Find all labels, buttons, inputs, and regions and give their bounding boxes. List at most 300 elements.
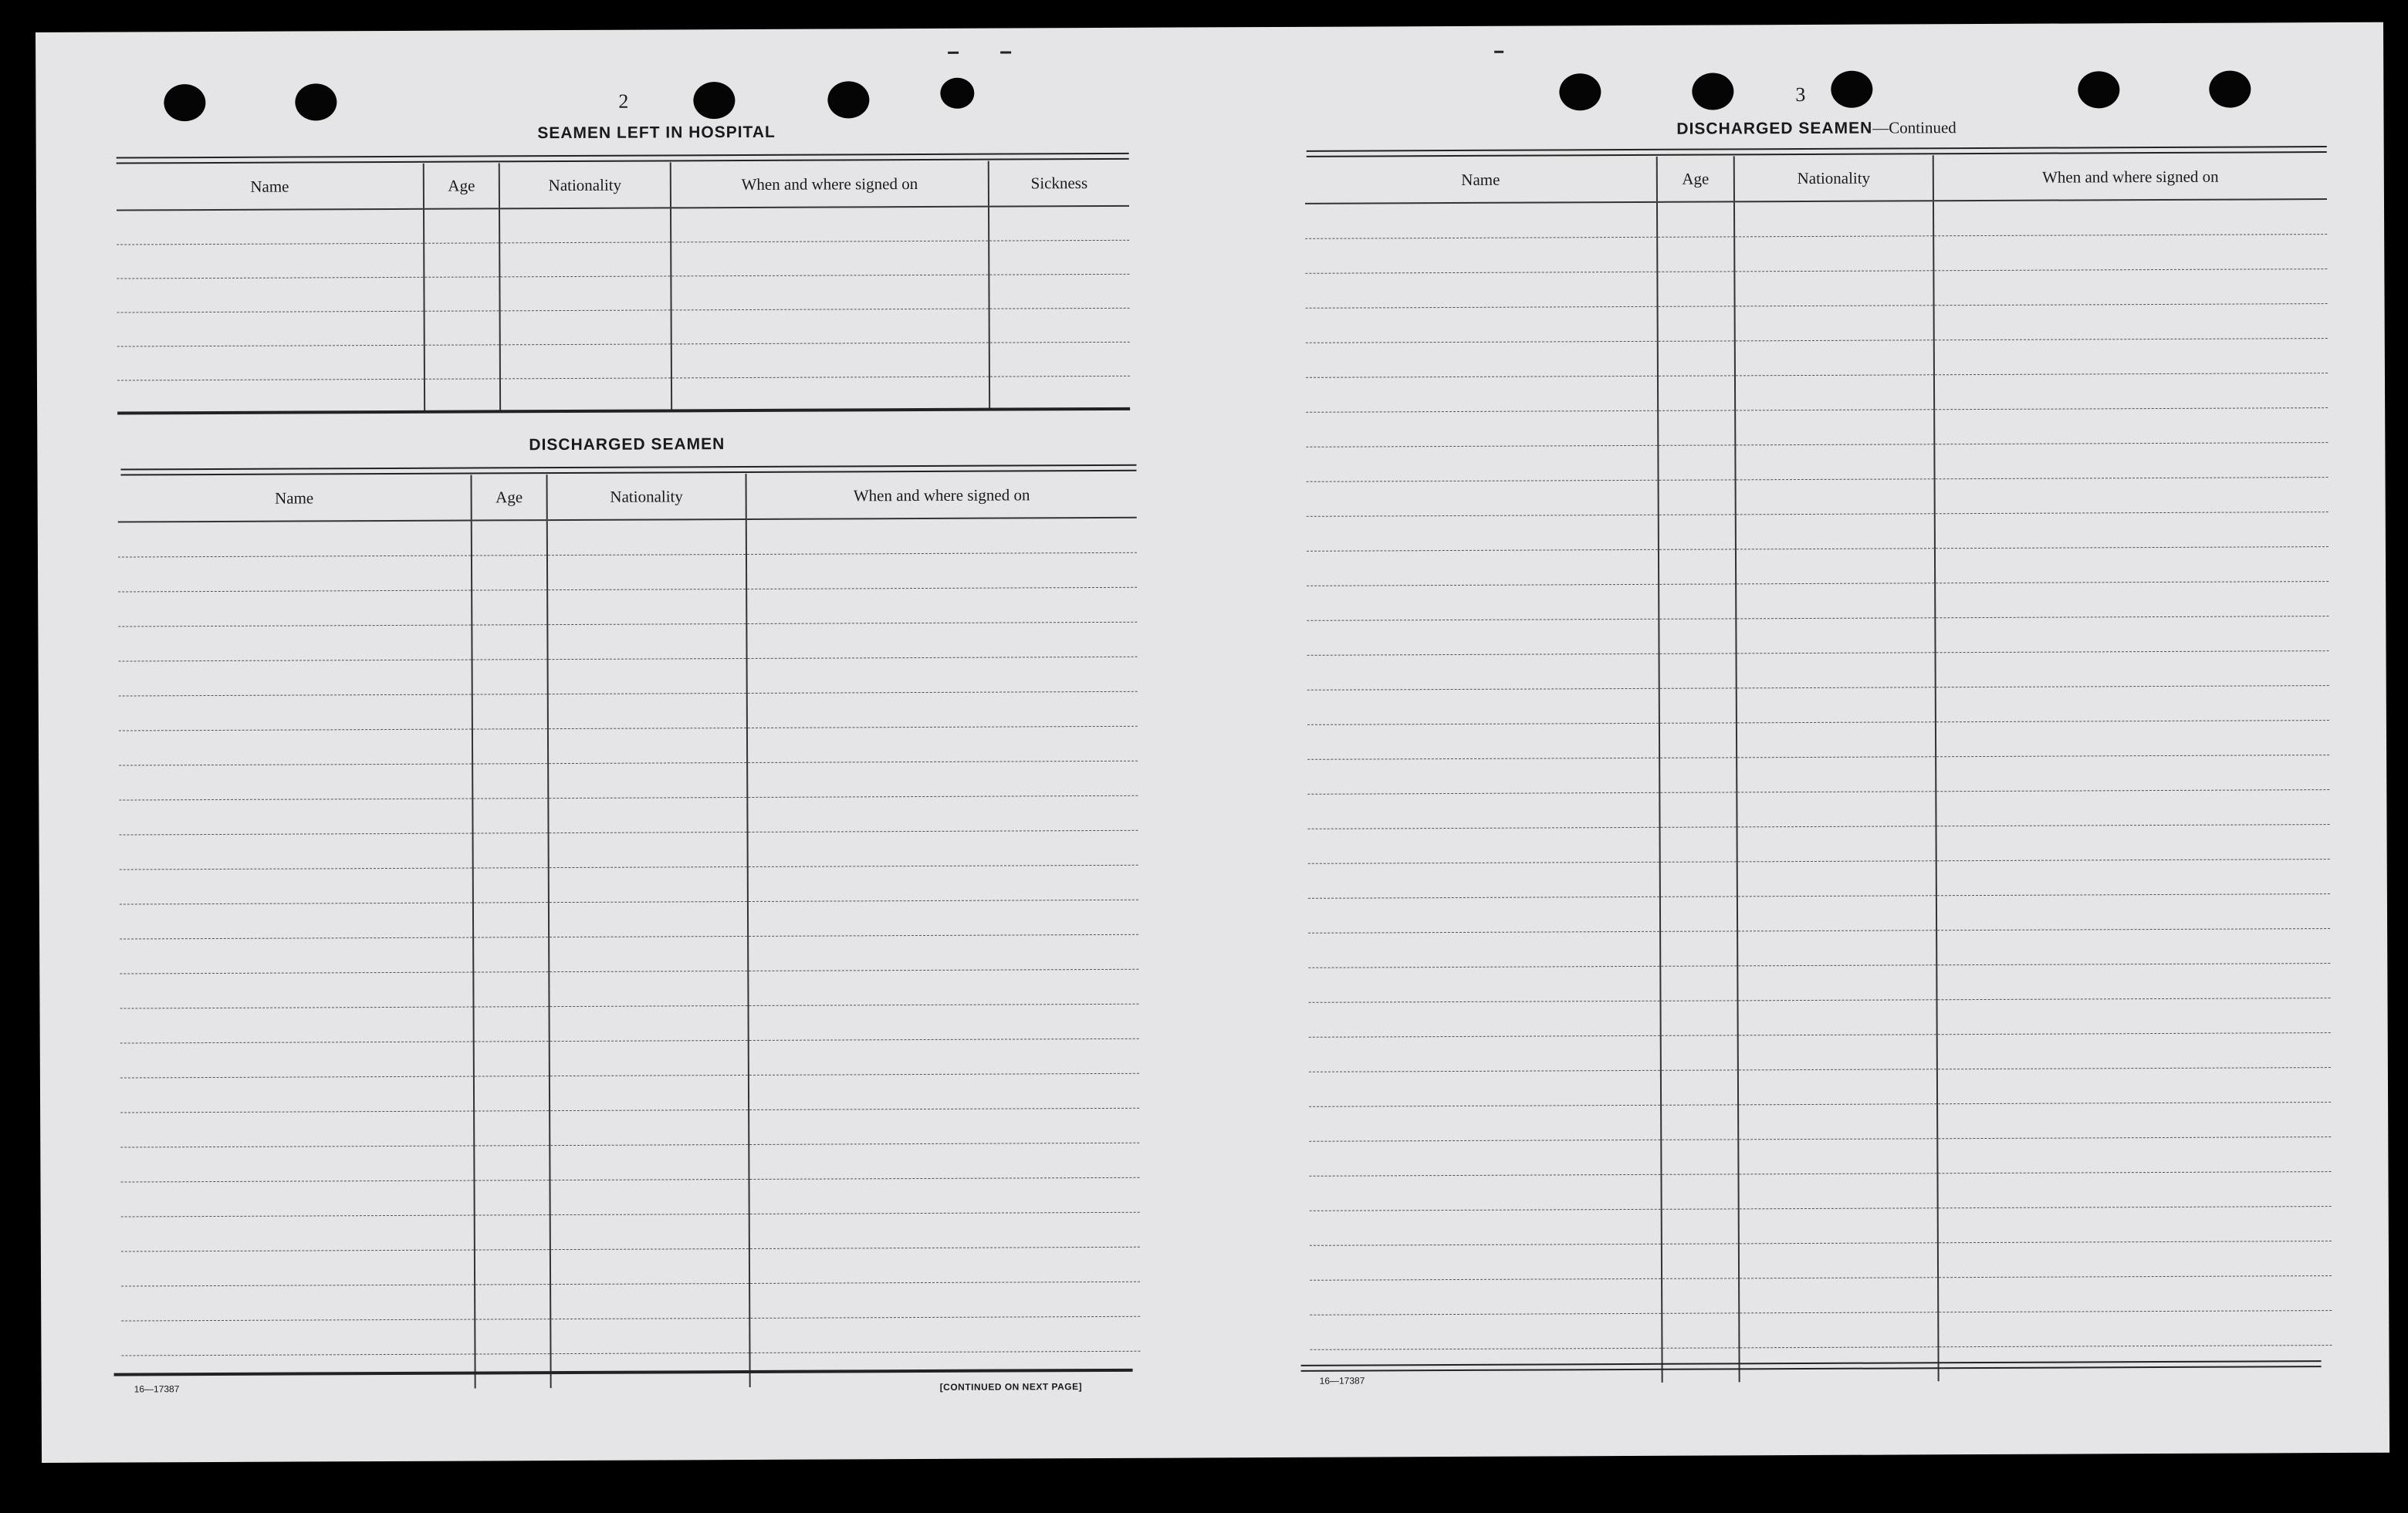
blank-cell (748, 865, 1138, 901)
blank-cell (424, 379, 500, 413)
table-row (1308, 894, 2330, 934)
blank-cell (1659, 619, 1736, 653)
blank-cell (548, 693, 747, 728)
table-row (119, 726, 1138, 765)
blank-cell (1938, 1311, 2332, 1347)
col-header-name: Name (1305, 157, 1657, 204)
blank-cell (1306, 341, 1658, 377)
blank-cell (1737, 792, 1936, 827)
blank-cell (748, 900, 1138, 936)
blank-cell (1309, 1070, 1661, 1106)
continued-note: [CONTINUED ON NEXT PAGE] (939, 1381, 1083, 1393)
blank-cell (1737, 757, 1936, 792)
blank-cell (1935, 616, 2329, 653)
blank-cell (1937, 1137, 2331, 1174)
table-row (1307, 755, 2329, 795)
blank-cell (499, 242, 671, 277)
table-row (1309, 1033, 2331, 1072)
blank-cell (1307, 723, 1659, 759)
blank-cell (550, 1248, 749, 1284)
blank-cell (424, 243, 499, 277)
punch-hole (1831, 71, 1872, 108)
table-row (1307, 616, 2329, 656)
blank-cell (1309, 1105, 1661, 1141)
table-row (1305, 269, 2327, 309)
blank-cell (1937, 1172, 2331, 1208)
blank-cell (1659, 688, 1737, 723)
blank-cell (119, 729, 472, 765)
blank-cell (1739, 1208, 1938, 1244)
blank-cell (1739, 1312, 1938, 1348)
blank-cell (474, 1007, 550, 1042)
table-row (1306, 339, 2328, 378)
blank-cell (1934, 373, 2328, 410)
table-row (1309, 1068, 2331, 1107)
form-number-right: 16—17387 (1319, 1375, 1365, 1386)
table-row (1307, 547, 2329, 586)
blank-cell (500, 310, 671, 345)
blank-cell (1735, 444, 1934, 480)
blank-cell (1935, 582, 2329, 618)
blank-cell (121, 1250, 475, 1286)
table-row (1308, 929, 2330, 968)
blank-cell (1934, 304, 2328, 340)
blank-cell (747, 726, 1138, 762)
blank-cell (1307, 758, 1659, 794)
blank-cell (1658, 341, 1735, 376)
blank-cell (1307, 480, 1659, 516)
hospital-table (117, 160, 1130, 414)
blank-cell (1737, 930, 1936, 966)
col-header-age: Age (1657, 156, 1734, 201)
blank-cell (747, 761, 1138, 797)
blank-cell (118, 521, 472, 557)
blank-cell (475, 1215, 550, 1250)
blank-cell (121, 1285, 475, 1321)
blank-cell (1658, 445, 1735, 480)
blank-cell (1308, 862, 1660, 898)
blank-cell (1936, 964, 2330, 1000)
blank-cell (118, 590, 472, 626)
table-row (121, 1247, 1140, 1286)
blank-cell (749, 1004, 1139, 1040)
table-row (117, 206, 1129, 245)
blank-cell (120, 1076, 474, 1113)
blank-cell (1306, 410, 1658, 447)
blank-cell (1306, 445, 1658, 481)
blank-cell (500, 344, 671, 379)
blank-cell (1660, 897, 1737, 931)
blank-cell (1307, 549, 1659, 586)
blank-cell (1736, 549, 1935, 584)
table-row (1307, 790, 2329, 829)
blank-cell (1661, 1070, 1738, 1105)
table-row (1310, 1311, 2332, 1350)
blank-cell (1662, 1244, 1739, 1278)
blank-cell (550, 1005, 749, 1041)
blank-cell (117, 277, 424, 312)
blank-cell (473, 868, 549, 903)
form-number-left: 16—17387 (134, 1383, 180, 1395)
blank-cell (1307, 653, 1659, 690)
blank-cell (1662, 1278, 1739, 1313)
blank-cell (1305, 202, 1657, 238)
col-header-signed-on: When and where signed on (671, 161, 989, 208)
table-row (1310, 1276, 2332, 1315)
blank-cell (550, 1109, 749, 1145)
blank-cell (120, 1007, 474, 1043)
blank-cell (1936, 998, 2330, 1035)
scan-mark (1000, 51, 1011, 53)
blank-cell (474, 1146, 550, 1180)
blank-cell (550, 1179, 749, 1214)
punch-hole (2209, 70, 2251, 107)
blank-cell (989, 240, 1129, 275)
blank-cell (1659, 515, 1736, 549)
table-row (120, 1004, 1139, 1043)
page-number-right: 3 (1795, 83, 1806, 106)
blank-cell (749, 1177, 1139, 1214)
blank-cell (473, 972, 549, 1007)
table-row (1305, 199, 2327, 238)
table-row (1309, 1103, 2331, 1142)
blank-cell (748, 969, 1138, 1005)
blank-cell (1309, 1174, 1661, 1211)
blank-cell (121, 1180, 475, 1217)
blank-cell (747, 657, 1138, 693)
blank-cell (120, 1146, 474, 1182)
punch-hole (1692, 73, 1733, 110)
discharged-table-left (118, 472, 1141, 1390)
blank-cell (1934, 408, 2328, 444)
blank-cell (749, 1143, 1139, 1179)
blank-cell (749, 1282, 1140, 1318)
blank-cell (1935, 478, 2329, 514)
continued-suffix: —Continued (1872, 118, 1956, 137)
blank-cell (1738, 1104, 1937, 1140)
blank-cell (1735, 340, 1934, 376)
blank-cell (1739, 1278, 1938, 1313)
blank-cell (989, 308, 1130, 343)
blank-cell (1661, 1105, 1738, 1140)
table-row (118, 552, 1137, 592)
blank-cell (424, 208, 499, 243)
blank-cell (1307, 515, 1659, 551)
table-row (1308, 964, 2330, 1003)
blank-cell (746, 622, 1137, 658)
blank-cell (550, 1318, 749, 1353)
table-row (119, 761, 1138, 800)
table-row (117, 240, 1129, 279)
blank-cell (474, 1180, 550, 1215)
blank-cell (1737, 653, 1936, 688)
table-row (1308, 825, 2330, 864)
blank-cell (1737, 896, 1936, 931)
blank-cell (120, 972, 473, 1008)
table-row (121, 1177, 1140, 1217)
blank-cell (1735, 306, 1934, 341)
blank-cell (1660, 931, 1737, 966)
blank-cell (1307, 584, 1659, 620)
blank-cell (472, 625, 547, 660)
blank-cell (749, 1247, 1140, 1283)
blank-cell (1738, 1139, 1937, 1174)
table-row (117, 308, 1130, 346)
discharged-title-right: DISCHARGED SEAMEN (1676, 119, 1873, 138)
blank-cell (1305, 237, 1657, 273)
blank-cell (1737, 1000, 1936, 1035)
table-row (120, 830, 1138, 870)
blank-cell (1734, 271, 1933, 306)
table-row (1306, 408, 2328, 447)
blank-cell (1660, 827, 1737, 862)
blank-cell (1659, 584, 1736, 619)
blank-cell (1937, 1068, 2331, 1104)
table-row (120, 900, 1138, 939)
blank-cell (1310, 1244, 1662, 1280)
blank-cell (475, 1285, 550, 1319)
blank-cell (472, 799, 548, 833)
blank-cell (1737, 861, 1936, 897)
blank-cell (1734, 201, 1933, 237)
table-row (1309, 1137, 2331, 1177)
discharged-section-title-right (1307, 117, 2327, 140)
blank-cell (989, 342, 1130, 377)
blank-cell (1310, 1209, 1662, 1245)
table-row (117, 342, 1130, 380)
blank-cell (1657, 272, 1734, 306)
blank-cell (746, 552, 1137, 589)
blank-cell (1308, 897, 1660, 933)
blank-cell (117, 243, 424, 279)
blank-cell (1934, 339, 2328, 375)
punch-hole (1559, 73, 1601, 110)
blank-cell (1737, 687, 1936, 723)
blank-cell (1935, 512, 2329, 549)
blank-cell (1938, 1241, 2332, 1278)
blank-cell (474, 1042, 550, 1076)
blank-cell (1739, 1243, 1938, 1278)
blank-cell (550, 1040, 749, 1076)
blank-cell (1306, 306, 1658, 343)
blank-cell (549, 936, 748, 971)
table-row (119, 657, 1138, 696)
blank-cell (1659, 653, 1737, 688)
blank-cell (475, 1250, 550, 1285)
blank-cell (989, 376, 1130, 410)
blank-cell (1661, 1140, 1738, 1174)
blank-cell (1933, 269, 2327, 306)
table-row (1309, 998, 2331, 1038)
table-row (1307, 582, 2329, 621)
blank-cell (550, 1214, 749, 1249)
blank-cell (1659, 758, 1737, 792)
blank-cell (424, 277, 499, 311)
table-row (119, 691, 1138, 731)
blank-cell (424, 311, 500, 345)
blank-cell (473, 903, 549, 937)
blank-cell (472, 764, 548, 799)
table-row (1306, 373, 2328, 413)
blank-cell (547, 623, 746, 659)
blank-cell (121, 1215, 475, 1251)
blank-cell (1308, 827, 1660, 863)
col-header-nationality: Nationality (499, 162, 671, 208)
blank-cell (671, 207, 989, 242)
blank-cell (120, 1111, 474, 1147)
col-header-name: Name (117, 164, 424, 211)
blank-cell (1936, 686, 2329, 722)
blank-cell (1737, 965, 1936, 1001)
blank-cell (549, 971, 748, 1006)
blank-cell (119, 694, 472, 731)
blank-cell (1934, 443, 2328, 479)
blank-cell (1737, 826, 1936, 862)
table-row (120, 934, 1138, 974)
ledger-sheet (36, 22, 2389, 1463)
table-row (119, 795, 1138, 835)
blank-cell (472, 556, 547, 590)
table-row (120, 969, 1138, 1008)
blank-cell (117, 311, 424, 346)
blank-cell (749, 1212, 1140, 1248)
scan-mark (1494, 51, 1503, 53)
table-row (120, 1143, 1139, 1182)
blank-cell (548, 762, 747, 798)
blank-cell (748, 830, 1138, 866)
blank-cell (475, 1319, 550, 1354)
blank-cell (118, 625, 472, 661)
table-row (120, 1073, 1139, 1113)
punch-hole (295, 83, 337, 120)
table-row (1308, 860, 2330, 899)
blank-cell (117, 345, 424, 380)
table-row (1307, 686, 2329, 725)
blank-cell (548, 728, 747, 763)
blank-cell (1659, 792, 1737, 827)
blank-cell (1306, 376, 1658, 412)
table-row (1307, 651, 2329, 691)
col-header-name: Name (118, 475, 472, 522)
col-header-nationality: Nationality (547, 474, 746, 520)
blank-cell (548, 658, 747, 694)
table-row (1310, 1241, 2332, 1281)
blank-cell (120, 937, 473, 974)
blank-cell (1936, 790, 2329, 826)
blank-cell (671, 275, 989, 310)
table-row (121, 1212, 1140, 1251)
blank-cell (549, 866, 748, 902)
blank-cell (1309, 1140, 1661, 1176)
blank-cell (989, 206, 1129, 241)
blank-cell (1659, 549, 1736, 584)
table-row (120, 1108, 1139, 1147)
blank-cell (1936, 860, 2330, 896)
col-header-nationality: Nationality (1734, 155, 1933, 201)
blank-cell (1738, 1035, 1937, 1070)
blank-cell (1736, 583, 1935, 619)
blank-cell (472, 694, 548, 729)
blank-cell (550, 1283, 749, 1319)
punch-hole (2078, 71, 2119, 108)
blank-cell (1938, 1276, 2332, 1312)
blank-cell (1661, 1035, 1738, 1070)
blank-cell (1660, 1001, 1737, 1035)
blank-cell (499, 208, 671, 242)
blank-cell (1657, 237, 1734, 272)
table-row (1305, 235, 2327, 274)
col-header-signed-on: When and where signed on (746, 472, 1137, 519)
blank-cell (424, 345, 500, 379)
blank-cell (1658, 410, 1735, 445)
blank-cell (671, 309, 989, 344)
blank-cell (1736, 479, 1935, 515)
table-row (1307, 512, 2329, 552)
discharged-section-title-left: DISCHARGED SEAMEN (529, 435, 725, 454)
blank-cell (121, 1319, 475, 1356)
blank-cell (749, 1316, 1140, 1353)
punch-hole (940, 78, 974, 109)
blank-cell (548, 797, 747, 832)
blank-cell (550, 1144, 749, 1180)
punch-hole (164, 84, 205, 121)
blank-cell (1735, 410, 1934, 445)
blank-cell (749, 1073, 1139, 1109)
blank-cell (749, 1108, 1139, 1144)
punch-hole (827, 81, 869, 118)
blank-cell (1310, 1313, 1662, 1349)
blank-cell (671, 241, 989, 276)
blank-cell (1662, 1209, 1739, 1244)
discharged-table-right (1305, 154, 2332, 1384)
blank-cell (547, 589, 746, 624)
blank-cell (120, 868, 473, 904)
blank-cell (1936, 894, 2330, 930)
blank-cell (1308, 966, 1660, 1002)
blank-cell (120, 833, 473, 870)
blank-cell (1307, 792, 1659, 829)
blank-cell (748, 934, 1138, 971)
blank-cell (499, 276, 671, 311)
blank-cell (1936, 755, 2329, 792)
table-row (120, 1038, 1139, 1078)
table-row (1306, 443, 2328, 482)
blank-cell (1307, 619, 1659, 655)
blank-cell (474, 1111, 550, 1146)
blank-cell (1937, 1103, 2331, 1139)
blank-cell (1736, 514, 1935, 549)
blank-cell (1658, 376, 1735, 410)
blank-cell (119, 799, 472, 835)
table-row (1310, 1207, 2332, 1246)
punch-hole (693, 82, 735, 119)
scan-mark (948, 52, 959, 54)
blank-cell (1738, 1174, 1937, 1209)
blank-cell (1736, 618, 1935, 653)
blank-cell (1738, 1069, 1937, 1105)
table-row (1309, 1172, 2331, 1211)
table-row (1307, 478, 2329, 517)
blank-cell (1660, 966, 1737, 1001)
col-header-age: Age (424, 163, 499, 208)
blank-cell (1310, 1278, 1662, 1315)
blank-cell (1659, 480, 1736, 515)
blank-cell (120, 1042, 474, 1078)
table-row (118, 587, 1137, 626)
blank-cell (1307, 688, 1659, 724)
blank-cell (550, 1075, 749, 1110)
blank-cell (119, 660, 472, 696)
